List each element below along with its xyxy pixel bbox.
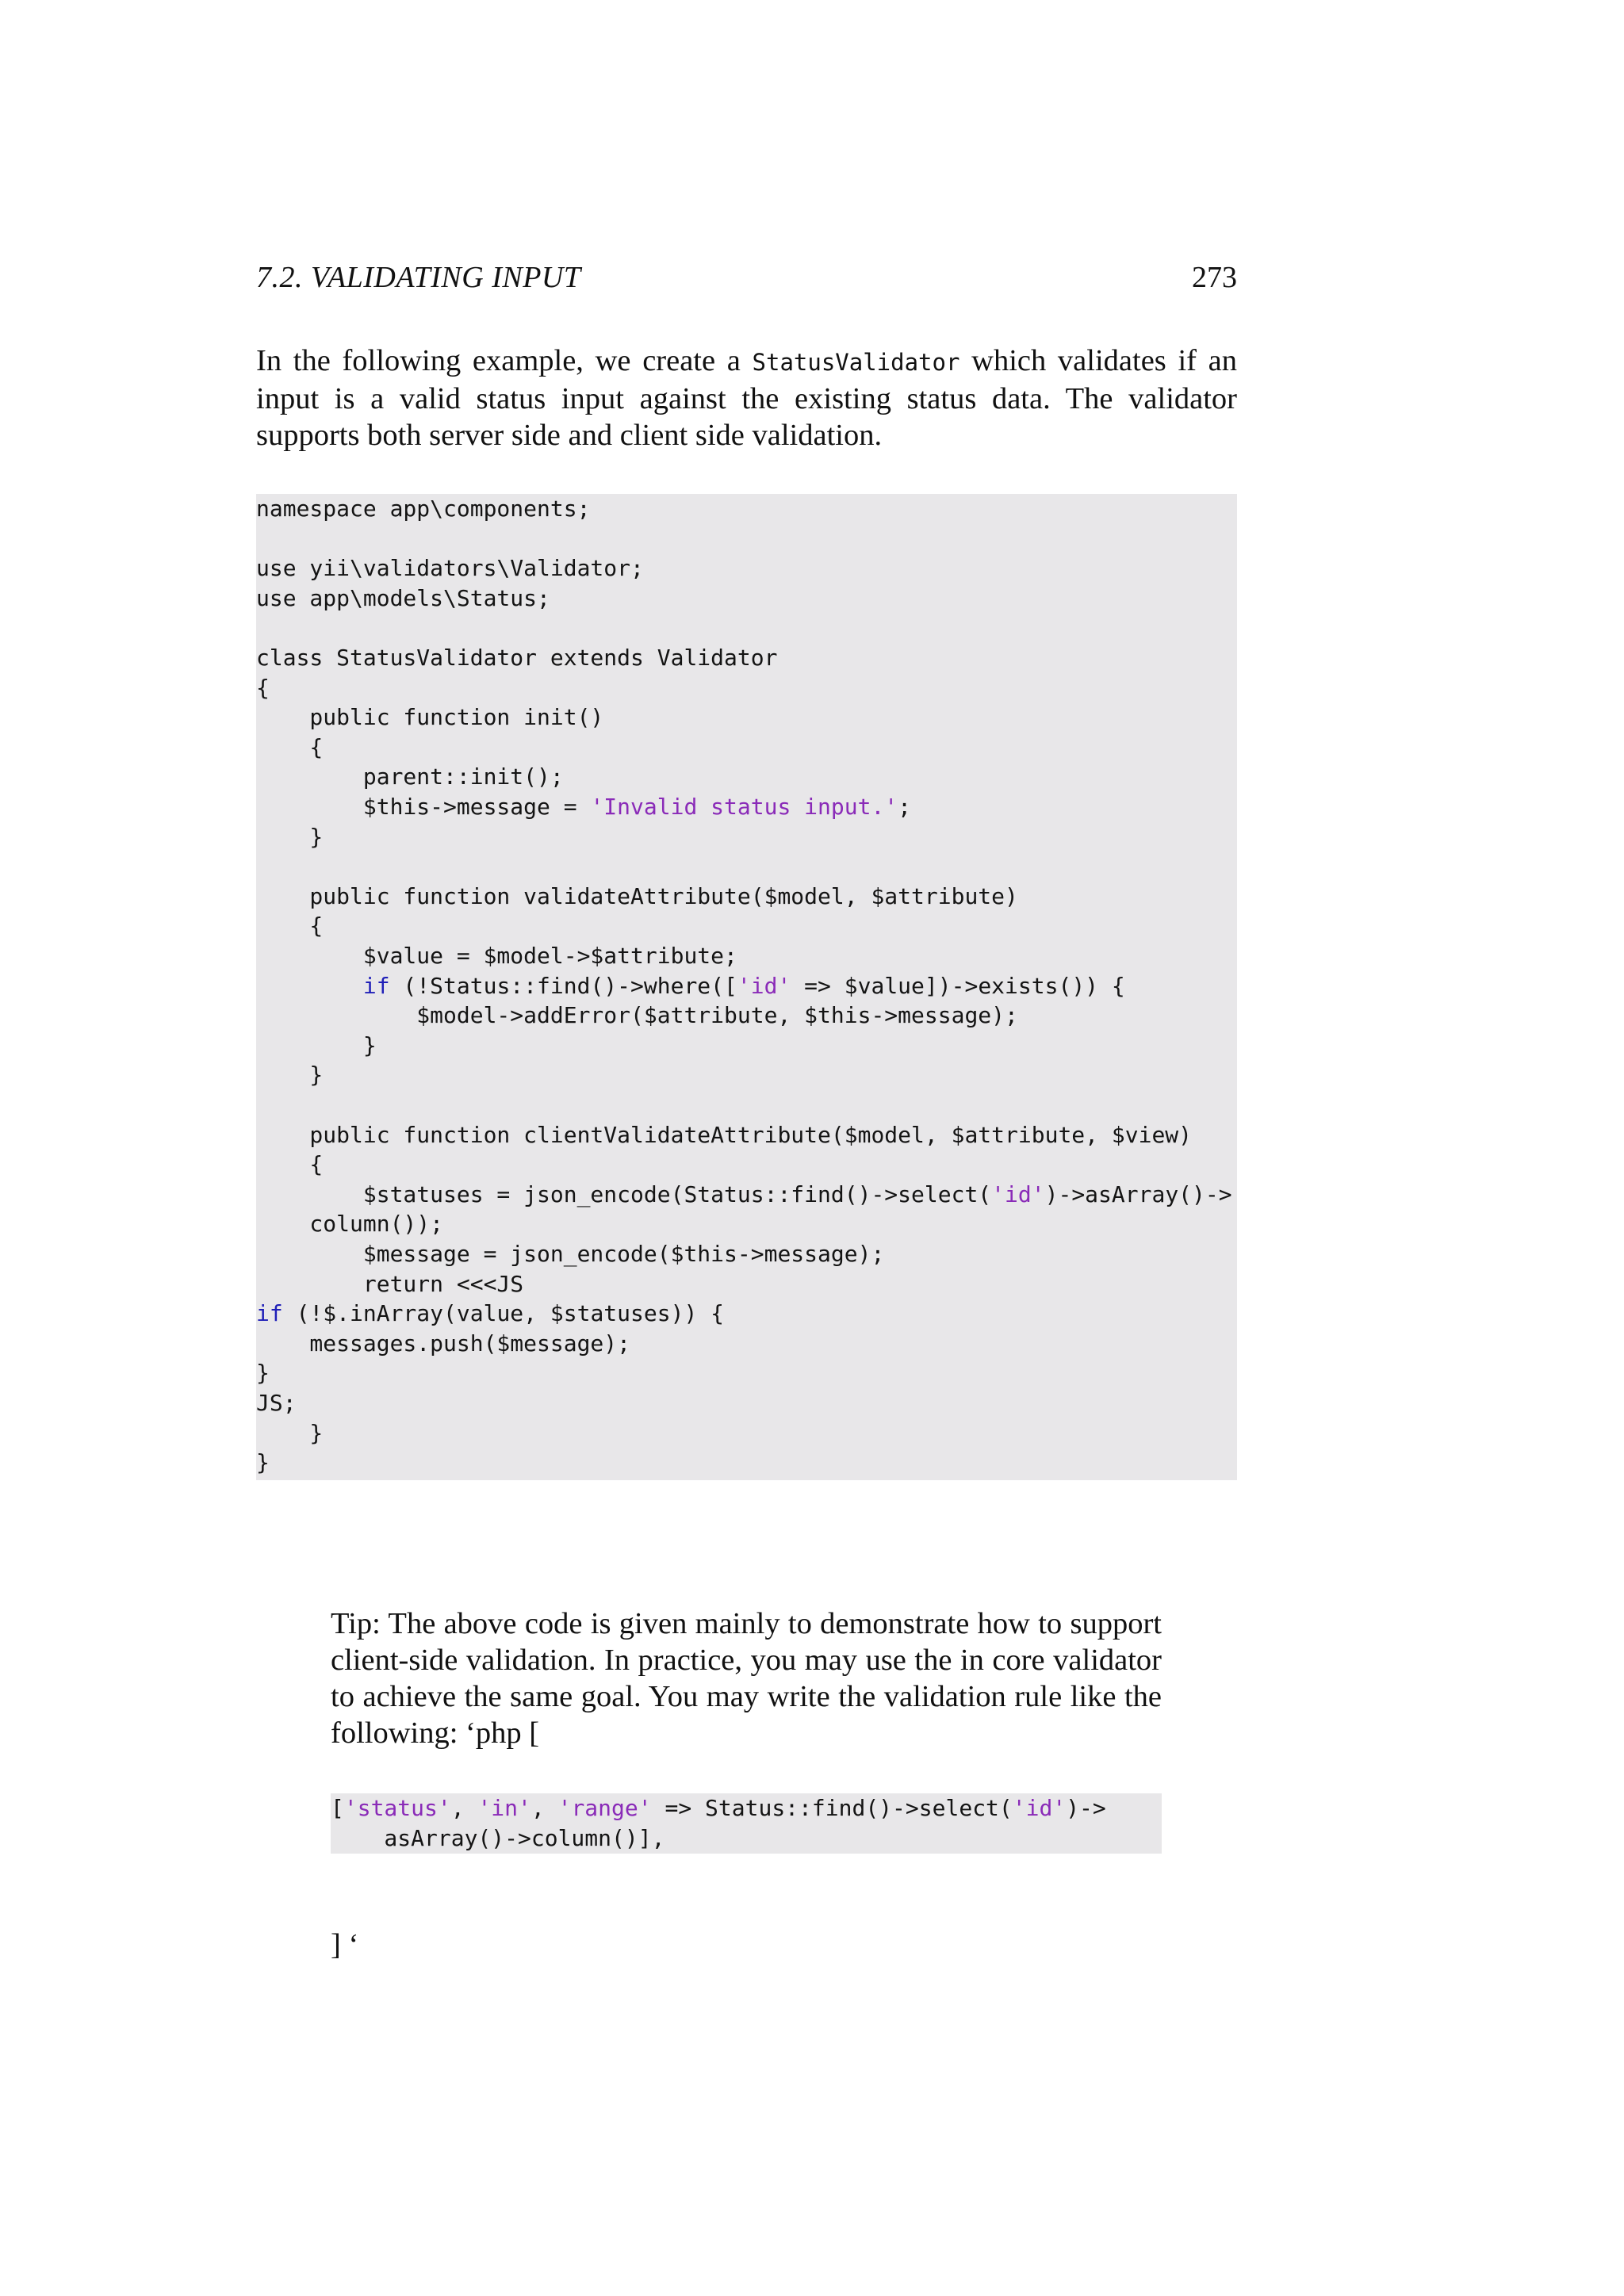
code-line: $value = $model->$attribute;: [256, 943, 737, 969]
code-line: }: [256, 1062, 324, 1089]
inline-code-status-validator: StatusValidator: [752, 349, 960, 376]
code-line: if (!$.inArray(value, $statuses)) {: [256, 1300, 725, 1327]
section-title: 7.2. VALIDATING INPUT: [256, 261, 581, 294]
code-line: public function clientValidateAttribute($model, $attribute, $view): [256, 1121, 1193, 1148]
code-listing: [256, 494, 1237, 1480]
code-line: {: [256, 733, 324, 760]
code-line: }: [256, 1419, 324, 1446]
code-line: return <<<JS: [256, 1270, 524, 1297]
tip-paragraph: Tip: The above code is given mainly to demonstrate how to support client-side validation. In practice, you may use the in core validator to achieve the same goal. You may write the validation rule like the following: ‘php [: [331, 1607, 1162, 1750]
closing-text: ] ‘: [331, 1928, 359, 1961]
code-line: asArray()->column()],: [331, 1825, 665, 1851]
intro-paragraph: [256, 342, 1237, 453]
code-line: }: [256, 1360, 270, 1387]
code-line: $statuses = json_encode(Status::find()->select('id')->asArray()->: [256, 1181, 1232, 1207]
code-line: parent::init();: [256, 763, 564, 790]
code-line: {: [256, 913, 324, 939]
code-line: }: [256, 1449, 270, 1476]
code-line: public function validateAttribute($model, $attribute): [256, 882, 1018, 909]
tip-code-listing: [331, 1793, 1162, 1854]
code-line: $message = json_encode($this->message);: [256, 1241, 885, 1267]
code-line: messages.push($message);: [256, 1330, 631, 1357]
code-line: use yii\validators\Validator;: [256, 555, 644, 582]
running-header: [256, 255, 1237, 300]
code-line: use app\models\Status;: [256, 584, 550, 611]
code-line: public function init(): [256, 704, 604, 731]
code-line: JS;: [256, 1390, 297, 1416]
intro-text-before: In the following example, we create a: [256, 344, 753, 377]
code-line: if (!Status::find()->where(['id' => $value])->exists()) {: [362, 972, 1125, 999]
code-line: namespace app\components;: [256, 496, 591, 522]
code-line: $this->message = 'Invalid status input.';: [256, 794, 912, 820]
code-line: ['status', 'in', 'range' => Status::find()->select('id')->: [331, 1795, 1106, 1821]
code-line: }: [256, 823, 324, 850]
page-number: 273: [1192, 261, 1237, 294]
intro-text-after: which validates if an input is a valid status input against the existing status data. The validator supports both server side and client side validation.: [256, 344, 1238, 452]
code-line: {: [256, 1151, 324, 1178]
code-line: class StatusValidator extends Validator: [256, 645, 778, 671]
code-line: {: [256, 674, 270, 701]
code-line: }: [256, 1031, 377, 1058]
code-line: column());: [256, 1211, 444, 1238]
code-line: $model->addError($attribute, $this->message);: [256, 1002, 1018, 1029]
